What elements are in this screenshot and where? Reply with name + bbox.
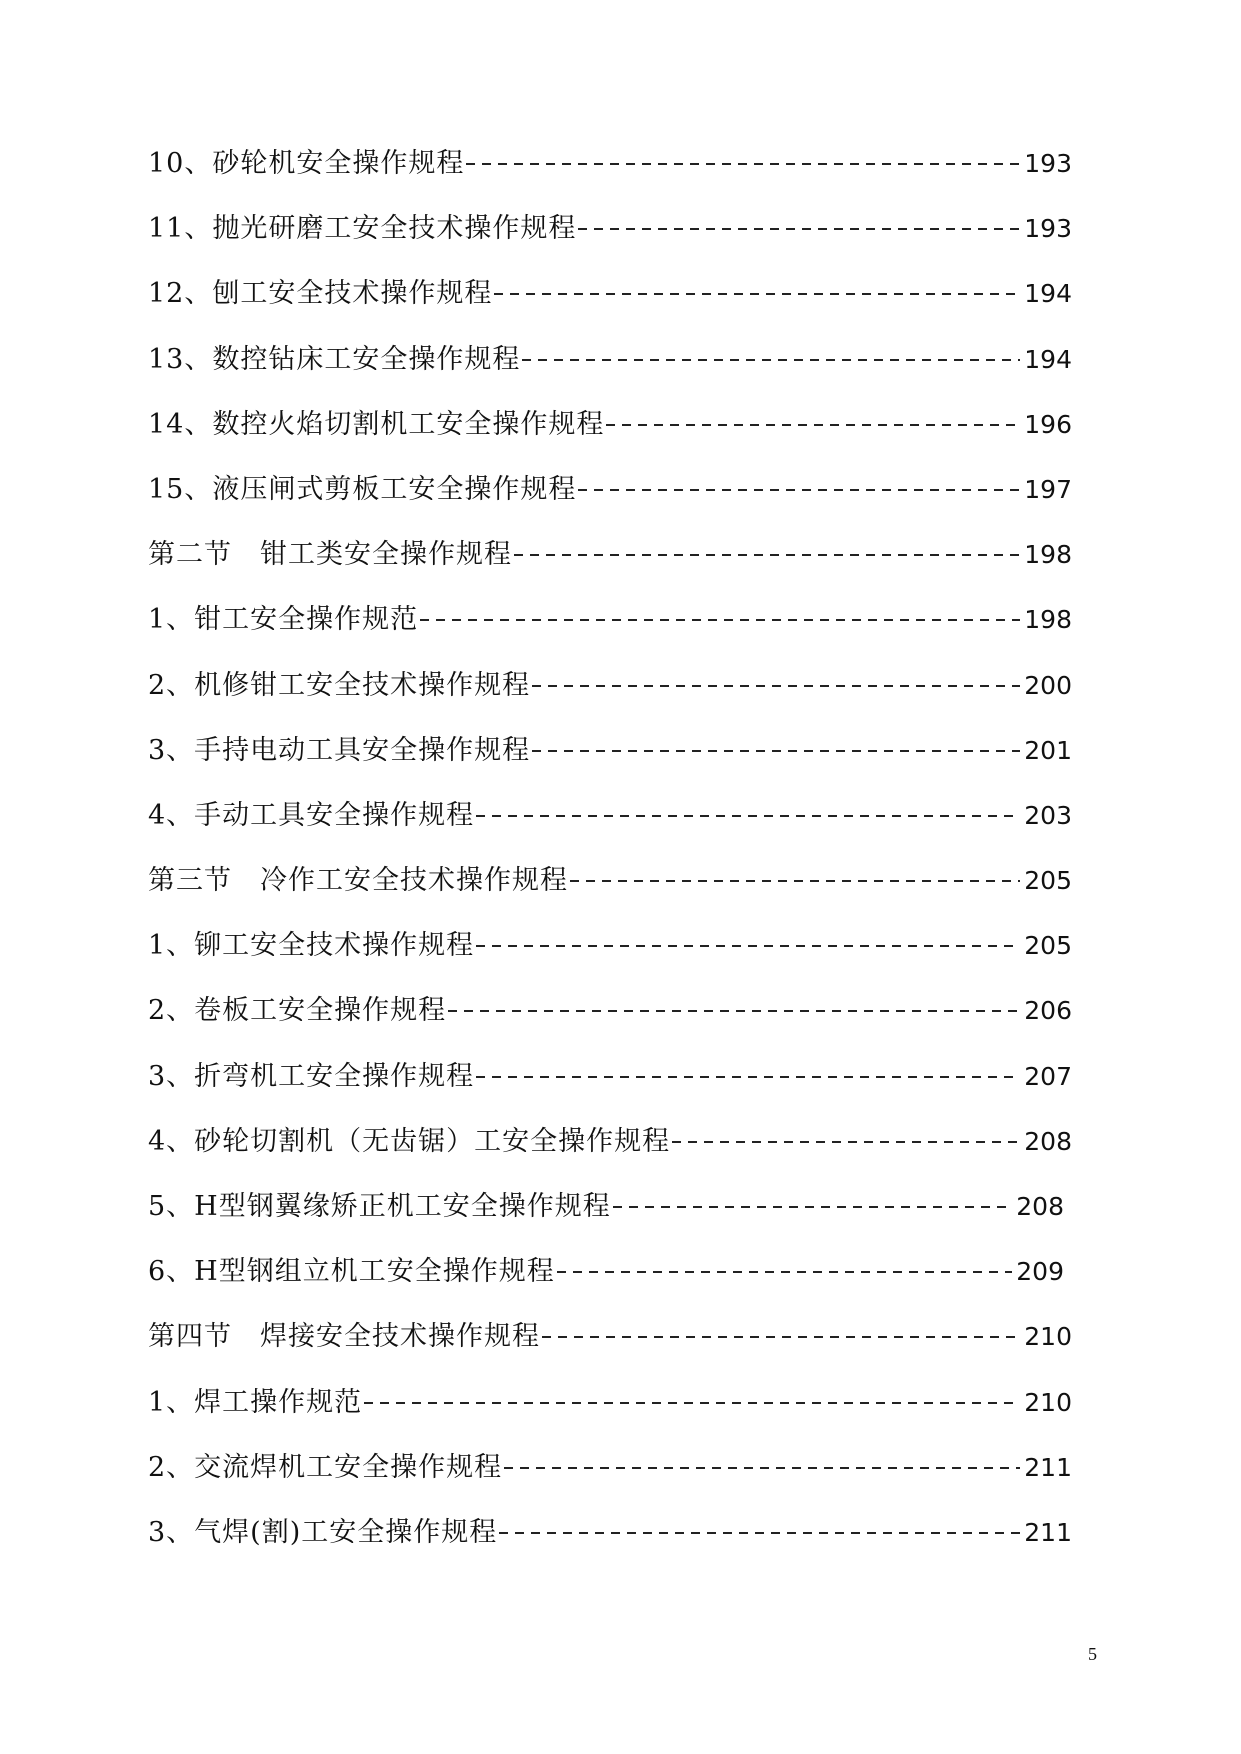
- toc-section-heading[interactable]: [148, 537, 1072, 602]
- dot-leader: [542, 1336, 1020, 1338]
- toc-entry-title: 1、焊工操作规范: [148, 1386, 363, 1418]
- dot-leader: [570, 880, 1020, 882]
- dot-leader: [606, 424, 1020, 426]
- toc-entry[interactable]: [148, 342, 1072, 407]
- toc-entry-page: 210: [1024, 1387, 1072, 1417]
- dot-leader: [532, 750, 1020, 752]
- toc-entry-title: 13、数控钻床工安全操作规程: [148, 343, 521, 375]
- dot-leader: [578, 228, 1020, 230]
- toc-entry-page: 205: [1024, 931, 1072, 961]
- page-number: 5: [1088, 1644, 1097, 1664]
- toc-entry-title: 1、铆工安全技术操作规程: [148, 930, 475, 962]
- toc-entry-page: 209: [1016, 1257, 1064, 1287]
- toc-entry-title: 15、液压闸式剪板工安全操作规程: [148, 473, 577, 505]
- toc-entry-page: 210: [1024, 1322, 1072, 1352]
- toc-entry-page: 198: [1024, 540, 1072, 570]
- toc-entry[interactable]: [148, 276, 1072, 341]
- toc-entry[interactable]: [148, 602, 1072, 667]
- toc-entry-title: 2、机修钳工安全技术操作规程: [148, 669, 531, 701]
- dot-leader: [672, 1141, 1020, 1143]
- toc-entry[interactable]: [148, 1189, 1072, 1254]
- toc-entry-page: 205: [1024, 866, 1072, 896]
- toc-entry[interactable]: [148, 472, 1072, 537]
- toc-entry-page: 211: [1024, 1517, 1072, 1547]
- toc-entry[interactable]: [148, 1124, 1072, 1189]
- toc-entry-title: 3、气焊(割)工安全操作规程: [148, 1516, 498, 1548]
- toc-entry[interactable]: [148, 211, 1072, 276]
- toc-entry[interactable]: [148, 993, 1072, 1058]
- toc-entry[interactable]: [148, 1450, 1072, 1515]
- toc-entry-page: 207: [1024, 1061, 1072, 1091]
- toc-entry[interactable]: [148, 798, 1072, 863]
- toc-entry-title: 11、抛光研磨工安全技术操作规程: [148, 213, 577, 245]
- toc-entry-page: 194: [1024, 279, 1072, 309]
- toc-entry-title: 2、交流焊机工安全操作规程: [148, 1451, 503, 1483]
- dot-leader: [504, 1467, 1020, 1469]
- toc-entry-title: 10、砂轮机安全操作规程: [148, 148, 465, 179]
- toc-entry[interactable]: [148, 1059, 1072, 1124]
- toc-entry-page: 203: [1024, 800, 1072, 830]
- toc-entry[interactable]: [148, 1515, 1072, 1580]
- toc-entry-title: 14、数控火焰切割机工安全操作规程: [148, 408, 605, 440]
- dot-leader: [499, 1532, 1020, 1534]
- toc-entry[interactable]: [148, 146, 1072, 211]
- toc-entry-title: 12、刨工安全技术操作规程: [148, 278, 493, 310]
- toc-entry-page: 201: [1024, 735, 1072, 765]
- dot-leader: [532, 685, 1020, 687]
- toc-entry-title: 4、手动工具安全操作规程: [148, 799, 475, 831]
- dot-leader: [494, 293, 1020, 295]
- dot-leader: [522, 359, 1020, 361]
- toc-entry[interactable]: [148, 668, 1072, 733]
- dot-leader: [476, 945, 1020, 947]
- dot-leader: [466, 163, 1020, 165]
- table-of-contents: [148, 146, 1072, 1580]
- dot-leader: [514, 554, 1020, 556]
- toc-entry-title: 6、H型钢组立机工安全操作规程: [148, 1256, 555, 1288]
- toc-entry[interactable]: [148, 407, 1072, 472]
- dot-leader: [613, 1206, 1013, 1208]
- toc-entry-title: 5、H型钢翼缘矫正机工安全操作规程: [148, 1191, 611, 1222]
- toc-entry-title: 2、卷板工安全操作规程: [148, 995, 447, 1027]
- toc-entry[interactable]: [148, 928, 1072, 993]
- toc-entry-page: 211: [1024, 1452, 1072, 1482]
- toc-entry-title: 4、砂轮切割机（无齿锯）工安全操作规程: [148, 1125, 671, 1157]
- toc-entry-title: 第二节 钳工类安全操作规程: [148, 539, 512, 571]
- dot-leader: [448, 1010, 1020, 1012]
- toc-section-heading[interactable]: [148, 863, 1072, 928]
- toc-entry-page: 198: [1024, 605, 1072, 635]
- dot-leader: [476, 1076, 1020, 1078]
- toc-entry-page: 194: [1024, 344, 1072, 374]
- dot-leader: [557, 1271, 1013, 1273]
- dot-leader: [476, 815, 1020, 817]
- toc-entry-page: 193: [1024, 149, 1072, 178]
- toc-entry-title: 3、手持电动工具安全操作规程: [148, 734, 531, 766]
- toc-entry-title: 1、钳工安全操作规范: [148, 604, 419, 636]
- dot-leader: [578, 489, 1020, 491]
- dot-leader: [420, 619, 1020, 621]
- toc-entry[interactable]: [148, 1254, 1072, 1319]
- toc-section-heading[interactable]: [148, 1319, 1072, 1384]
- toc-entry[interactable]: [148, 733, 1072, 798]
- toc-entry-title: 第四节 焊接安全技术操作规程: [148, 1321, 540, 1353]
- toc-entry-title: 第三节 冷作工安全技术操作规程: [148, 865, 568, 897]
- toc-entry-page: 208: [1016, 1192, 1064, 1221]
- toc-entry[interactable]: [148, 1385, 1072, 1450]
- toc-entry-page: 196: [1024, 409, 1072, 439]
- toc-entry-page: 208: [1024, 1126, 1072, 1156]
- toc-entry-title: 3、折弯机工安全操作规程: [148, 1060, 475, 1092]
- toc-entry-page: 197: [1024, 474, 1072, 504]
- toc-entry-page: 206: [1024, 996, 1072, 1026]
- toc-entry-page: 193: [1024, 214, 1072, 244]
- dot-leader: [364, 1402, 1020, 1404]
- toc-entry-page: 200: [1024, 670, 1072, 700]
